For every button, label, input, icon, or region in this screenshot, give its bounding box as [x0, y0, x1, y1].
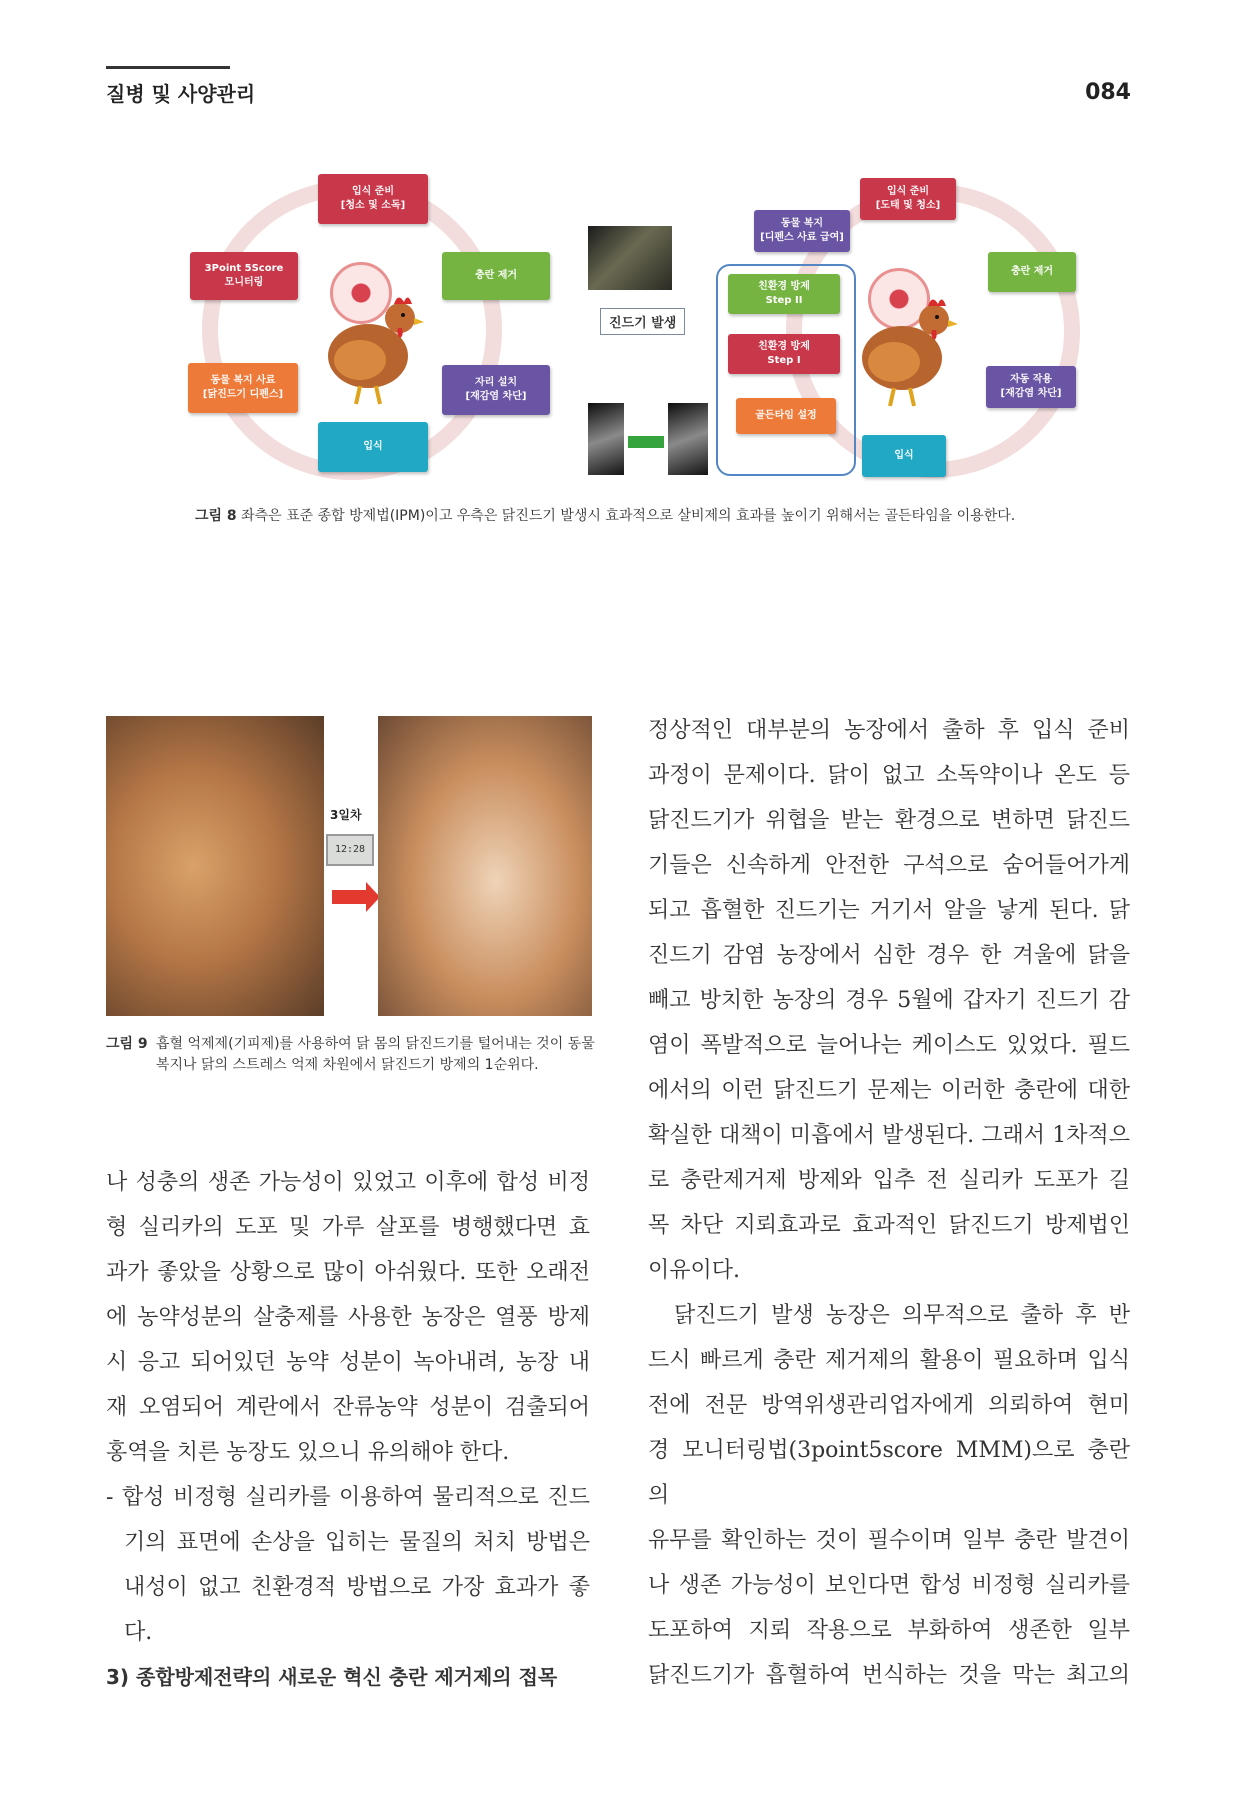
text-line: 진드기 감염 농장에서 심한 경우 한 겨울에 닭을 — [648, 943, 1130, 968]
cycle-label: 입식 — [894, 450, 914, 461]
text-line: 정상적인 대부분의 농장에서 출하 후 입식 준비 — [648, 718, 1130, 743]
cycle-label: 동물 복지 사료 [닭진드기 디펜스] — [202, 375, 284, 400]
cycle-label: 입식 준비 [청소 및 소독] — [340, 186, 406, 211]
text-line: 이유이다. — [648, 1258, 741, 1283]
bullet-line: 내성이 없고 친환경적 방법으로 가장 효과가 좋다. — [124, 1575, 590, 1645]
text-line: 드시 빠르게 충란 제거제의 활용이 필요하며 입식 — [648, 1348, 1130, 1373]
cycle-label: 3Point 5Score 모니터링 — [204, 263, 284, 288]
text-line: 과가 좋았을 상황으로 많이 아쉬웠다. 또한 오래전 — [106, 1260, 590, 1285]
text-line: 닭진드기 발생 농장은 의무적으로 출하 후 반 — [674, 1303, 1130, 1328]
bullet-line: - 합성 비정형 실리카를 이용하여 물리적으로 진드 — [106, 1485, 590, 1510]
step-1 — [728, 334, 840, 374]
right-column — [648, 708, 1130, 1698]
step-2 — [728, 274, 840, 314]
cycle-label: 동물 복지 [디펜스 사료 급여] — [760, 218, 844, 243]
bullet-line: 기의 표면에 손상을 입히는 물질의 처치 방법은 — [124, 1530, 590, 1555]
hen-icon — [852, 280, 962, 410]
step-label: 친환경 방제 Step I — [758, 341, 810, 366]
chicken-before-photo — [106, 716, 324, 1016]
figure-8 — [180, 160, 1080, 490]
right-cycle-stocking — [862, 435, 946, 477]
right-cycle-auto-action — [986, 366, 1076, 408]
cycle-label: 충란 제거 — [1010, 266, 1054, 277]
poultry-house-photo — [588, 226, 672, 290]
text-line: 되고 흡혈한 진드기는 거기서 알을 낳게 된다. 닭 — [648, 898, 1130, 923]
caption-label: 그림 9 — [106, 1036, 148, 1052]
caption-text: 좌측은 표준 종합 방제법(IPM)이고 우측은 닭진드기 발생시 효과적으로 살비제의 효과를 높이기 위해서는 골든타임을 이용한다. — [241, 508, 1016, 524]
cycle-label: 자동 작용 [재감염 차단] — [1000, 374, 1062, 399]
left-cycle-welfare-feed — [188, 363, 298, 413]
caption-label: 그림 8 — [195, 508, 237, 524]
text-line: 기들은 신속하게 안전한 구석으로 숨어들어가게 — [648, 853, 1130, 878]
text-line: 홍역을 치른 농장도 있으니 유의해야 한다. — [106, 1440, 510, 1465]
mite-outbreak-label: 진드기 발생 — [600, 308, 685, 335]
text-line: 빼고 방치한 농장의 경우 5월에 갑자기 진드기 감 — [648, 988, 1130, 1013]
text-line: 에서의 이런 닭진드기 문제는 이러한 충란에 대한 — [648, 1078, 1130, 1103]
text-line: 염이 폭발적으로 늘어나는 케이스도 있었다. 필드 — [648, 1033, 1130, 1058]
right-cycle-welfare — [754, 210, 850, 252]
text-line: 시 응고 되어있던 농약 성분이 녹아내려, 농장 내 — [106, 1350, 590, 1375]
text-line: 닭진드기가 흡혈하여 번식하는 것을 막는 최고의 — [648, 1663, 1130, 1688]
cycle-label: 입식 준비 [도태 및 청소] — [875, 186, 941, 211]
arrow-right-icon — [332, 890, 368, 904]
left-column — [106, 1160, 590, 1700]
timer-display: 12:28 — [326, 834, 374, 866]
left-cycle-stocking — [318, 422, 428, 472]
microscope-photo-2 — [668, 403, 708, 475]
golden-time — [736, 398, 836, 434]
microscope-photo-1 — [588, 403, 624, 475]
cycle-label: 입식 — [363, 441, 383, 452]
cycle-label: 충란 제거 — [474, 270, 518, 281]
step-label: 친환경 방제 Step II — [758, 281, 810, 306]
text-line: 유무를 확인하는 것이 필수이며 일부 충란 발견이 — [648, 1528, 1130, 1553]
step-label: 골든타임 설정 — [755, 410, 817, 421]
text-line: 나 성충의 생존 가능성이 있었고 이후에 합성 비정 — [106, 1170, 590, 1195]
text-line: 과정이 문제이다. 닭이 없고 소독약이나 온도 등 — [648, 763, 1130, 788]
header-rule — [106, 66, 230, 69]
text-line: 재 오염되어 계란에서 잔류농약 성분이 검출되어 — [106, 1395, 590, 1420]
hen-icon — [318, 278, 428, 408]
cycle-label: 자리 설치 [재감염 차단] — [465, 377, 527, 402]
green-arrow-icon — [628, 436, 664, 448]
page-number: 084 — [1085, 80, 1131, 105]
text-line: 경 모니터링법(3point5score MMM)으로 충란의 — [648, 1438, 1130, 1508]
right-cycle-prepare — [860, 178, 956, 220]
caption-text: 흡혈 억제제(기피제)를 사용하여 닭 몸의 닭진드기를 털어내는 것이 동물복지나 닭의 스트레스 억제 차원에서 닭진드기 방제의 1순위다. — [156, 1036, 595, 1073]
text-line: 목 차단 지뢰효과로 효과적인 닭진드기 방제법인 — [648, 1213, 1130, 1238]
section-title: 질병 및 사양관리 — [106, 82, 256, 106]
left-cycle-prepare — [318, 174, 428, 224]
left-cycle-monitoring — [190, 252, 298, 300]
section-heading: 3) 종합방제전략의 새로운 혁신 충란 제거제의 접목 — [106, 1665, 558, 1689]
text-line: 전에 전문 방역위생관리업자에게 의뢰하여 현미 — [648, 1393, 1130, 1418]
right-cycle-egg-removal — [988, 252, 1076, 292]
figure-8-caption — [195, 505, 1095, 525]
left-cycle-egg-removal — [442, 252, 550, 300]
text-line: 에 농약성분의 살충제를 사용한 농장은 열풍 방제 — [106, 1305, 590, 1330]
text-line: 확실한 대책이 미흡에서 발생된다. 그래서 1차적으 — [648, 1123, 1130, 1148]
figure-9-caption — [106, 1034, 596, 1076]
text-line: 형 실리카의 도포 및 가루 살포를 병행했다면 효 — [106, 1215, 590, 1240]
text-line: 도포하여 지뢰 작용으로 부화하여 생존한 일부 — [648, 1618, 1130, 1643]
text-line: 로 충란제거제 방제와 입추 전 실리카 도포가 길 — [648, 1168, 1130, 1193]
text-line: 닭진드기가 위협을 받는 환경으로 변하면 닭진드 — [648, 808, 1130, 833]
left-cycle-perch-install — [442, 365, 550, 415]
chicken-after-photo — [378, 716, 592, 1016]
text-line: 나 생존 가능성이 보인다면 합성 비정형 실리카를 — [648, 1573, 1130, 1598]
day-label: 3일차 — [330, 808, 362, 822]
